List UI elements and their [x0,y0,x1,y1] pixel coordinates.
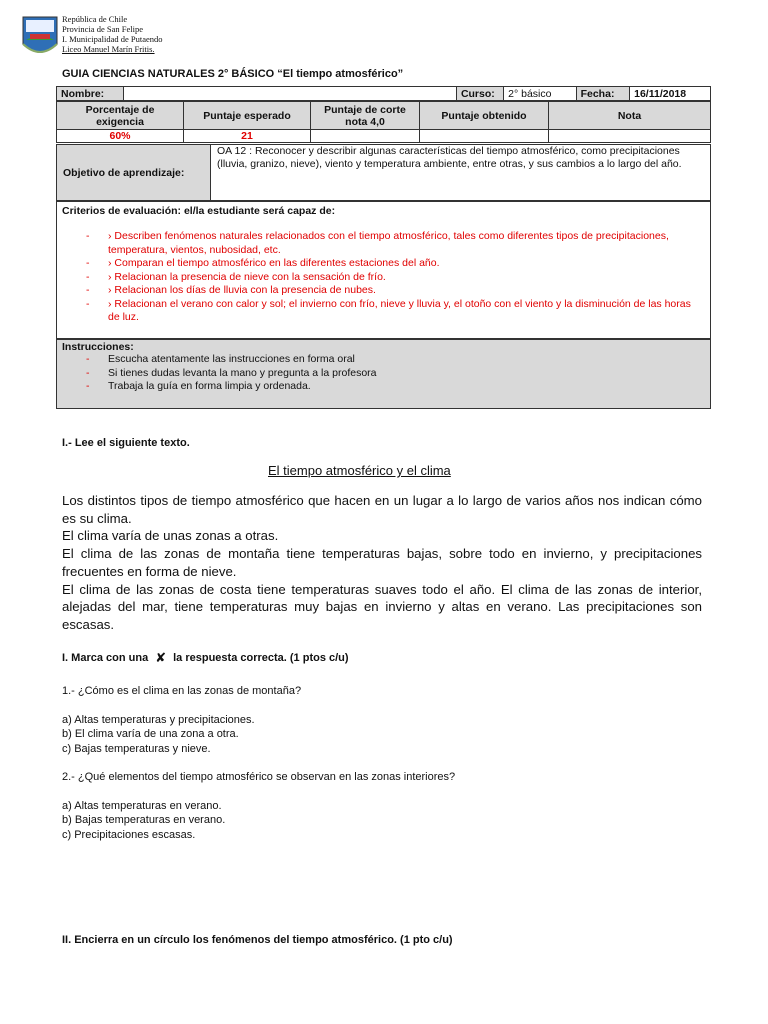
question-text: 1.- ¿Cómo es el clima en las zonas de montaña? [62,685,302,697]
score-value-exigencia: 60% [57,130,184,143]
reading-text [62,492,702,634]
instructions-box [56,339,711,409]
municipality-crest-logo [20,14,60,60]
reading-paragraph: El clima de las zonas de costa tiene temperaturas suaves todo el año. El clima de las zonas de interior, alejadas del mar, tiene temperaturas muy bajas en invierno y altas en verano. Las precipitaciones son escasas. [62,581,702,632]
nombre-label: Nombre: [57,87,124,101]
question-block [62,770,455,842]
part2-instruction: II. Encierra en un círculo los fenómenos del tiempo atmosférico. (1 pto c/u) [62,934,453,946]
objective-text: OA 12 : Reconocer y describir algunas características del tiempo atmosférico, como precipitaciones (lluvia, granizo, nieve), viento y temperatura ambiente, entre otras, y sus cambios a lo largo del año. [217,145,682,170]
score-header-obtenido: Puntaje obtenido [420,102,549,130]
reading-paragraph: El clima varía de unas zonas a otras. [62,528,279,544]
instruction-item: - Escucha atentamente las instrucciones en forma oral [62,353,705,367]
criteria-item: - › Relacionan la presencia de nieve con la sensación de frío. [62,271,705,285]
fecha-label: Fecha: [576,87,630,101]
score-header-nota: Nota [549,102,711,130]
objective-label: Objetivo de aprendizaje: [63,166,185,179]
instruction-item: - Trabaja la guía en forma limpia y ordenada. [62,380,705,394]
header-line-municipality: I. Municipalidad de Putaendo [62,34,163,44]
section-read-label: I.- Lee el siguiente texto. [62,437,190,449]
curso-value: 2° básico [504,87,576,101]
score-value-obtenido[interactable] [420,130,549,143]
part1-instruction-after: la respuesta correcta. (1 ptos c/u) [173,652,349,664]
instructions-label: Instrucciones: [62,341,134,353]
x-mark-icon: ✘ [155,650,167,665]
header-line-school: Liceo Manuel Marín Fritis. [62,44,155,54]
answer-option[interactable]: b) Bajas temperaturas en verano. [62,814,226,826]
answer-option[interactable]: c) Bajas temperaturas y nieve. [62,742,211,755]
part1-instruction [62,650,349,666]
criteria-item: - › Relacionan el verano con calor y sol; el invierno con frío, nieve y lluvia y, el otoño con el viento y la disminución de las horas de luz. [62,298,705,325]
reading-paragraph: Los distintos tipos de tiempo atmosférico que hacen en un lugar a lo largo de varios años nos indican cómo es su clima. [62,493,702,526]
fecha-value: 16/11/2018 [630,87,711,101]
header-line-province: Provincia de San Felipe [62,24,143,34]
reading-paragraph: El clima de las zonas de montaña tiene temperaturas bajas, sobre todo en invierno, y precipitaciones frecuentes en forma de nieve. [62,546,702,579]
question-block [62,684,301,756]
answer-option[interactable]: a) Altas temperaturas y precipitaciones. [62,713,255,726]
question-text: 2.- ¿Qué elementos del tiempo atmosférico se observan en las zonas interiores? [62,771,456,783]
score-value-nota[interactable] [549,130,711,143]
criteria-item: - › Describen fenómenos naturales relacionados con el tiempo atmosférico, tales como diferentes tipos de precipitaciones, temperatura, vientos, nubosidad, etc. [62,230,705,257]
score-header-exigencia: Porcentaje de exigencia [57,102,184,130]
answer-option[interactable]: a) Altas temperaturas en verano. [62,799,222,812]
reading-title: El tiempo atmosférico y el clima [268,463,451,478]
instructions-list [62,353,705,394]
institution-header [62,14,163,54]
scores-table [56,101,711,143]
nombre-field[interactable] [124,87,457,101]
objective-box [56,144,711,201]
answer-option[interactable]: c) Precipitaciones escasas. [62,828,196,841]
part1-instruction-before: I. Marca con una [62,652,149,664]
student-info-table [56,86,711,101]
curso-label: Curso: [456,87,503,101]
criteria-label: Criterios de evaluación: el/la estudiante será capaz de: [62,205,336,217]
score-header-esperado: Puntaje esperado [184,102,311,130]
instruction-item: - Si tienes dudas levanta la mano y pregunta a la profesora [62,367,705,381]
criteria-item: - › Relacionan los días de lluvia con la presencia de nubes. [62,284,705,298]
guide-title: GUIA CIENCIAS NATURALES 2° BÁSICO “El tiempo atmosférico” [62,68,404,80]
answer-option[interactable]: b) El clima varía de una zona a otra. [62,728,239,740]
score-value-corte[interactable] [311,130,420,143]
score-header-corte: Puntaje de corte nota 4,0 [311,102,420,130]
criteria-item: - › Comparan el tiempo atmosférico en las diferentes estaciones del año. [62,257,705,271]
score-value-esperado: 21 [184,130,311,143]
criteria-box [56,201,711,339]
criteria-list [62,230,705,325]
objective-label-cell [57,145,211,200]
header-line-country: República de Chile [62,14,128,24]
